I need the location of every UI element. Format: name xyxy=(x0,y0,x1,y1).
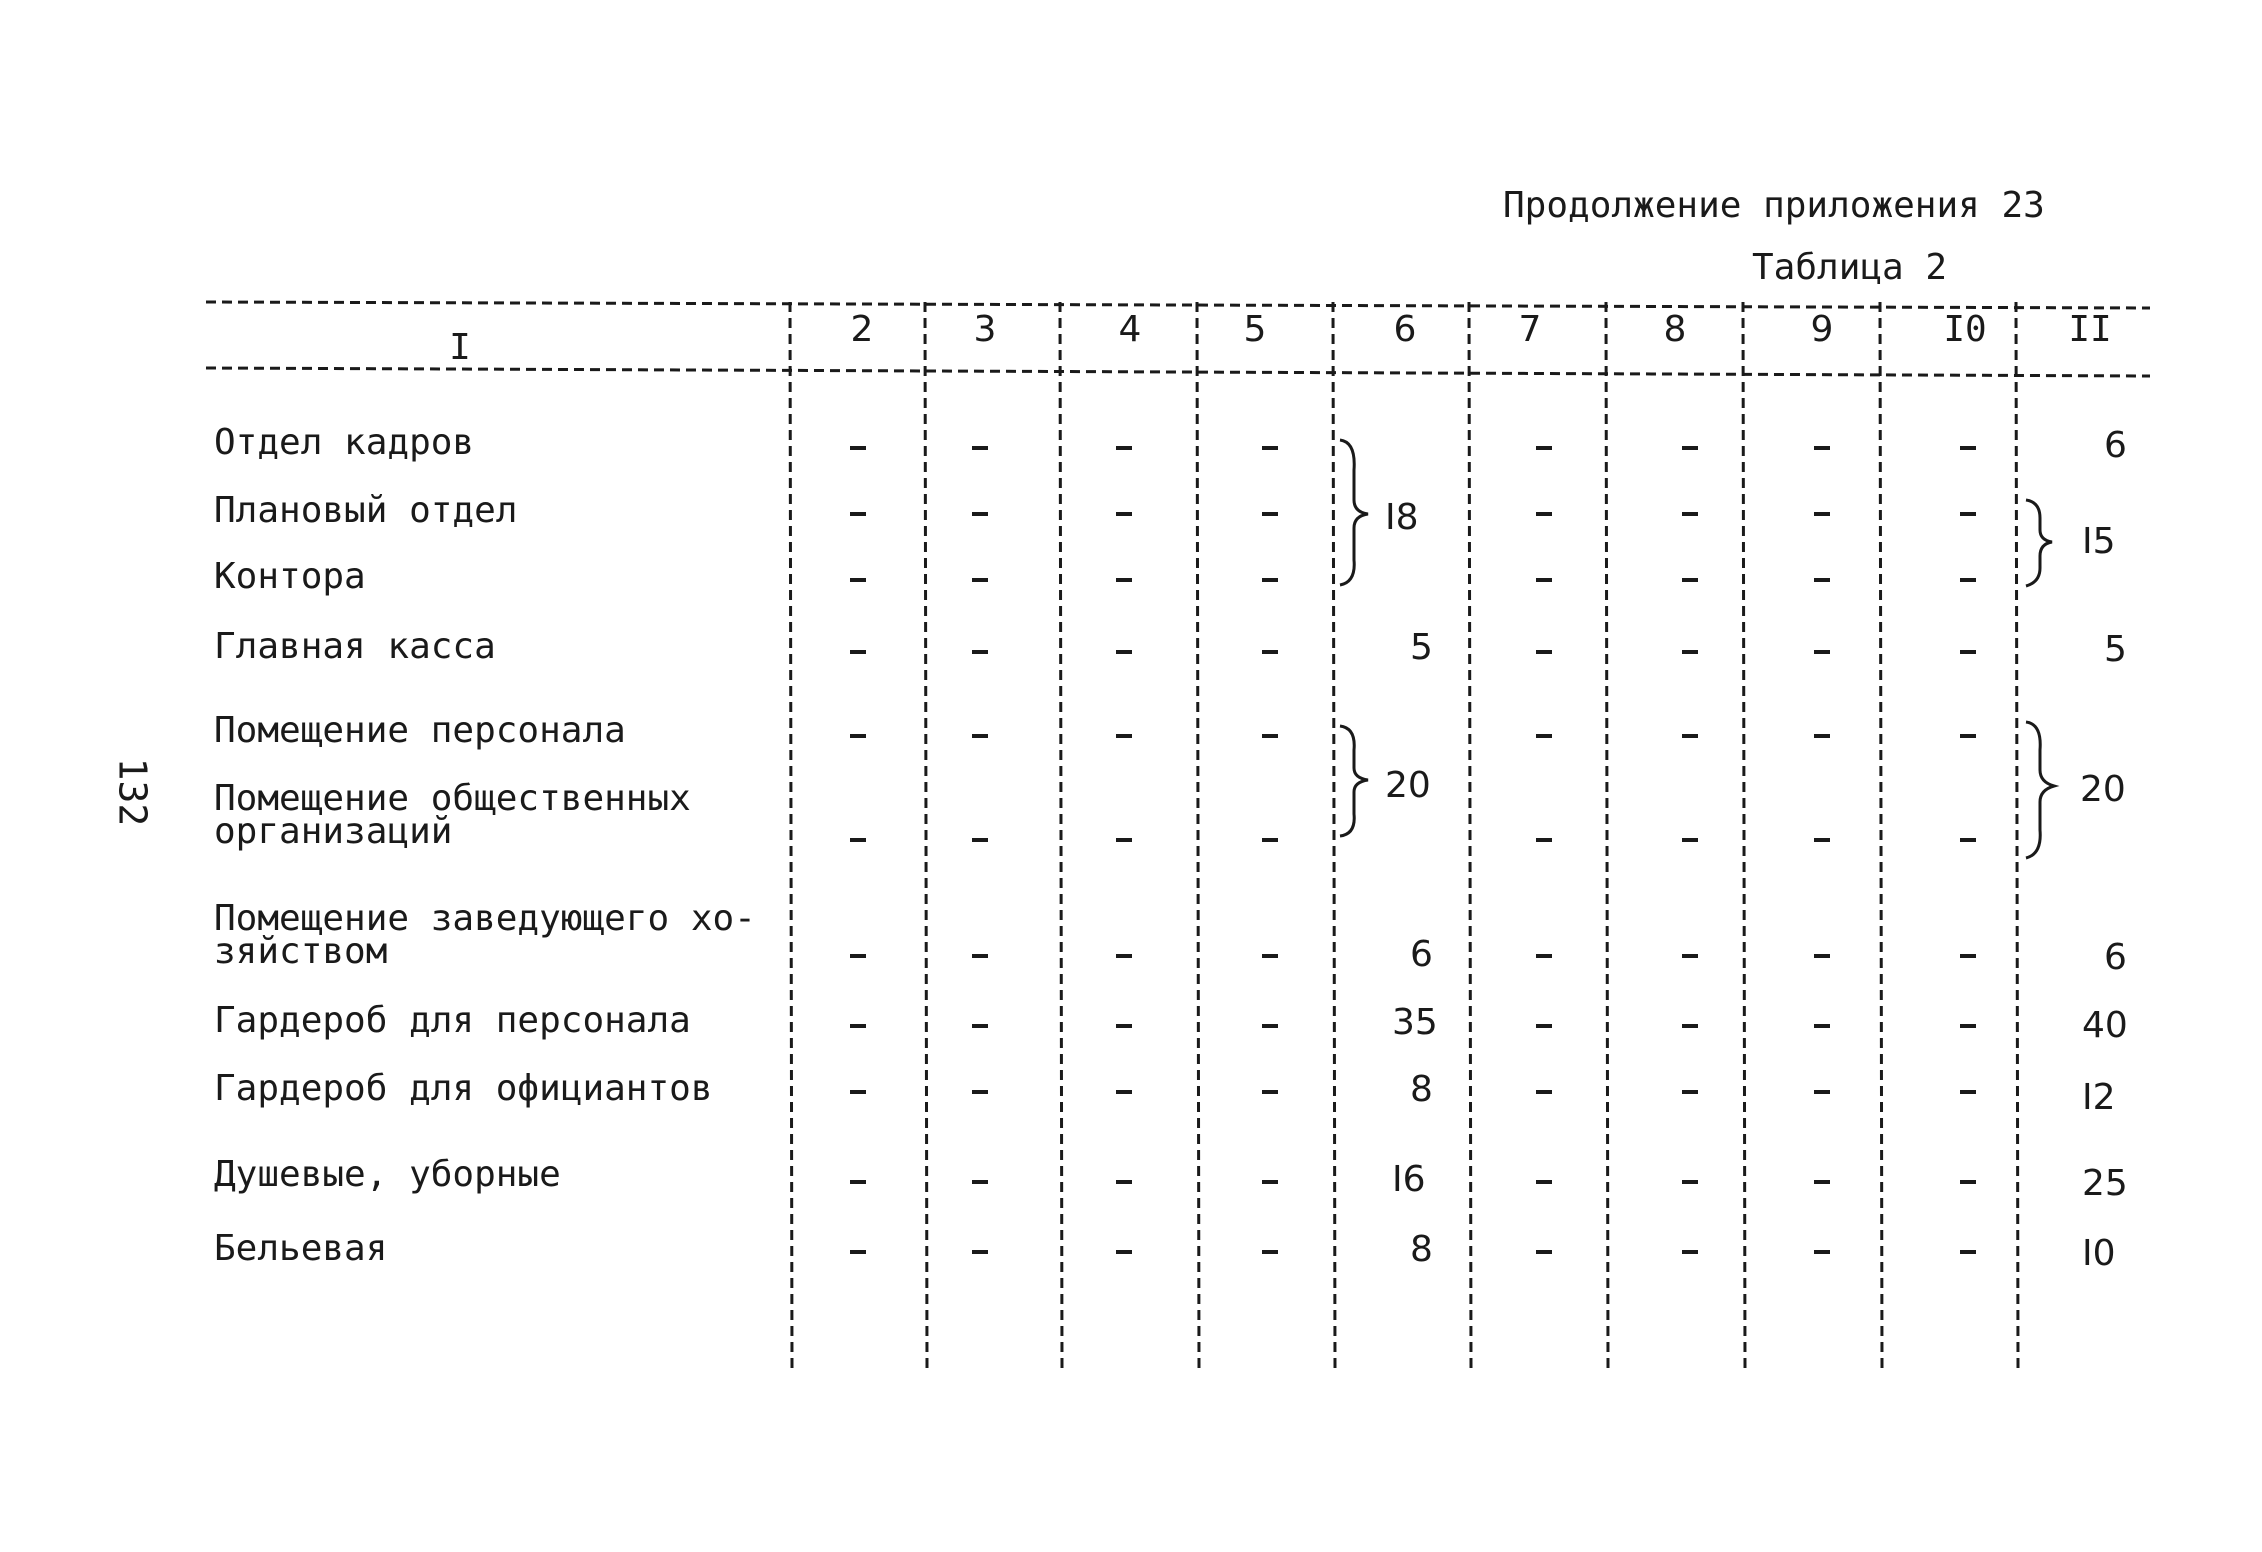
dash-cell xyxy=(1960,1250,1976,1254)
cell-c11-merged-1: I5 xyxy=(2082,521,2116,562)
brace-c6-group1 xyxy=(1340,440,1368,585)
row-label-kontora: Контора xyxy=(214,556,366,597)
dash-cell xyxy=(1536,1090,1552,1094)
dash-cell xyxy=(850,838,866,842)
cell-c11-row-7: 40 xyxy=(2082,1005,2128,1046)
column-header-2: 2 xyxy=(850,309,874,350)
dash-cell xyxy=(850,1250,866,1254)
dash-cell xyxy=(1536,1024,1552,1028)
dash-cell xyxy=(1682,578,1698,582)
dash-cell xyxy=(1682,734,1698,738)
row-label-garderob-personala: Гардероб для персонала xyxy=(214,1000,691,1041)
dash-cell xyxy=(1960,578,1976,582)
dash-cell xyxy=(1814,954,1830,958)
dash-cell xyxy=(850,512,866,516)
dash-cell xyxy=(1960,1090,1976,1094)
dash-cell xyxy=(1536,838,1552,842)
cell-c6-row-3: 5 xyxy=(1410,627,1433,668)
column-header-1: I xyxy=(449,327,471,368)
dash-cell xyxy=(850,578,866,582)
dash-cell xyxy=(1536,1250,1552,1254)
dash-cell xyxy=(1814,512,1830,516)
dash-cell xyxy=(1960,512,1976,516)
cell-c11-row-8: I2 xyxy=(2082,1077,2116,1118)
dash-cell xyxy=(1960,1024,1976,1028)
column-header-10: I0 xyxy=(1943,309,1987,350)
dash-cell xyxy=(850,1090,866,1094)
dash-cell xyxy=(1960,446,1976,450)
dash-cell xyxy=(1814,1250,1830,1254)
dash-cell xyxy=(1262,838,1278,842)
row-label-pomeshchenie-personala: Помещение персонала xyxy=(214,710,626,751)
dash-cell xyxy=(1262,1180,1278,1184)
column-header-7: 7 xyxy=(1518,309,1542,350)
column-header-8: 8 xyxy=(1663,309,1687,350)
brace-c6-group2 xyxy=(1340,726,1368,836)
dash-cell xyxy=(850,446,866,450)
dash-cell xyxy=(1262,650,1278,654)
row-label-dushevye: Душевые, уборные xyxy=(214,1154,561,1195)
cell-c6-row-9: I6 xyxy=(1392,1159,1426,1200)
dash-cell xyxy=(1536,512,1552,516)
dash-cell xyxy=(1682,1250,1698,1254)
row-label-obshchestvennyh-line1: Помещение общественных xyxy=(214,778,691,819)
dash-cell xyxy=(1116,1090,1132,1094)
column-header-5: 5 xyxy=(1243,309,1267,350)
dash-cell xyxy=(1116,838,1132,842)
dash-cell xyxy=(972,650,988,654)
cell-c11-row-6: 6 xyxy=(2104,937,2127,978)
row-label-obshchestvennyh-line2: организаций xyxy=(214,811,453,852)
dash-cell xyxy=(1262,954,1278,958)
dash-cell xyxy=(1262,734,1278,738)
cell-c11-merged-2: 20 xyxy=(2080,769,2126,810)
dash-cell xyxy=(1116,1180,1132,1184)
dash-cell xyxy=(850,1180,866,1184)
dash-cell xyxy=(1960,838,1976,842)
dash-cell xyxy=(1960,650,1976,654)
dash-cell xyxy=(1116,512,1132,516)
brace-c11-group1 xyxy=(2026,500,2052,586)
dash-cell xyxy=(972,954,988,958)
cell-c11-row-3: 5 xyxy=(2104,629,2127,670)
dash-cell xyxy=(1682,1090,1698,1094)
page-number: 132 xyxy=(110,757,155,827)
cell-c6-row-7: 35 xyxy=(1392,1002,1438,1043)
dash-cell xyxy=(1116,734,1132,738)
dash-cell xyxy=(850,1024,866,1028)
dash-cell xyxy=(1262,578,1278,582)
brace-c11-group2 xyxy=(2026,722,2054,858)
row-label-garderob-ofitsiantov: Гардероб для официантов xyxy=(214,1068,713,1109)
dash-cell xyxy=(972,1250,988,1254)
dash-cell xyxy=(1116,954,1132,958)
dash-cell xyxy=(1116,1024,1132,1028)
dash-cell xyxy=(1814,650,1830,654)
row-label-otdel-kadrov: Отдел кадров xyxy=(214,422,475,463)
dash-cell xyxy=(1814,1024,1830,1028)
dash-cell xyxy=(1814,1090,1830,1094)
dash-cell xyxy=(972,1180,988,1184)
dash-cell xyxy=(1960,954,1976,958)
dash-cell xyxy=(1814,446,1830,450)
dash-cell xyxy=(1116,578,1132,582)
dash-cell xyxy=(1814,1180,1830,1184)
dash-cell xyxy=(1262,1024,1278,1028)
row-label-zaveduyushchego-line1: Помещение заведующего хо- xyxy=(214,898,756,939)
dash-cell xyxy=(1814,838,1830,842)
dash-cell xyxy=(1536,650,1552,654)
cell-c6-merged-2: 20 xyxy=(1385,765,1431,806)
dash-cell xyxy=(1814,734,1830,738)
dash-cell xyxy=(972,512,988,516)
continuation-title: Продолжение приложения 23 xyxy=(1503,185,2045,226)
dash-cell xyxy=(972,1024,988,1028)
cell-c6-row-6: 6 xyxy=(1410,934,1433,975)
dash-cell xyxy=(1536,578,1552,582)
dash-cell xyxy=(1262,1250,1278,1254)
dash-cell xyxy=(1682,954,1698,958)
dash-cell xyxy=(972,734,988,738)
dash-cell xyxy=(850,734,866,738)
dash-cell xyxy=(1682,1180,1698,1184)
dash-cell xyxy=(1682,512,1698,516)
cell-c6-row-8: 8 xyxy=(1410,1069,1433,1110)
dash-cell xyxy=(1116,650,1132,654)
cell-c6-merged-1: I8 xyxy=(1385,497,1419,538)
row-label-belevaya: Бельевая xyxy=(214,1228,388,1269)
dash-cell xyxy=(1682,838,1698,842)
dash-cell xyxy=(1262,512,1278,516)
dash-cell xyxy=(850,650,866,654)
column-header-9: 9 xyxy=(1810,309,1834,350)
cell-c11-row-9: 25 xyxy=(2082,1163,2128,1204)
column-header-6: 6 xyxy=(1393,309,1417,350)
dash-cell xyxy=(1960,734,1976,738)
dash-cell xyxy=(1262,446,1278,450)
dash-cell xyxy=(1960,1180,1976,1184)
dash-cell xyxy=(1262,1090,1278,1094)
row-label-glavnaya-kassa: Главная касса xyxy=(214,626,496,667)
dash-cell xyxy=(972,446,988,450)
dash-cell xyxy=(1682,446,1698,450)
dash-cell xyxy=(1682,1024,1698,1028)
dash-cell xyxy=(1682,650,1698,654)
table-title: Таблица 2 xyxy=(1752,247,1948,288)
dash-cell xyxy=(1536,734,1552,738)
column-header-4: 4 xyxy=(1118,309,1142,350)
dash-cell xyxy=(1116,446,1132,450)
cell-c11-row-10: I0 xyxy=(2082,1233,2116,1274)
dash-cell xyxy=(1536,446,1552,450)
dash-cell xyxy=(850,954,866,958)
dash-cell xyxy=(972,578,988,582)
cell-c11-row-0: 6 xyxy=(2104,425,2127,466)
row-label-planovyi-otdel: Плановый отдел xyxy=(214,490,518,531)
dash-cell xyxy=(972,1090,988,1094)
dash-cell xyxy=(972,838,988,842)
cell-c6-row-10: 8 xyxy=(1410,1229,1433,1270)
column-header-11: II xyxy=(2068,309,2112,350)
row-label-zaveduyushchego-line2: зяйством xyxy=(214,931,388,972)
column-header-3: 3 xyxy=(973,309,997,350)
dash-cell xyxy=(1116,1250,1132,1254)
dash-cell xyxy=(1536,954,1552,958)
dash-cell xyxy=(1536,1180,1552,1184)
dash-cell xyxy=(1814,578,1830,582)
